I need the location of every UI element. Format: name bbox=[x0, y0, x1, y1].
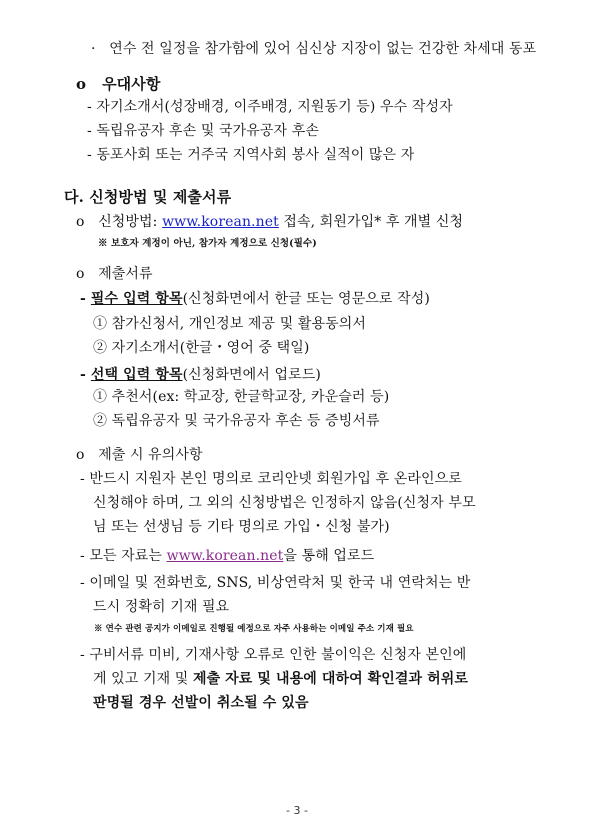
optional-items-heading: - 선택 입력 항목(신청화면에서 업로드) bbox=[80, 367, 321, 383]
optional-item: ② 독립유공자 및 국가유공자 후손 등 증빙서류 bbox=[93, 413, 380, 429]
apply-method bbox=[76, 213, 463, 231]
preferential-heading bbox=[76, 75, 160, 93]
preferential-item: - 동포사회 또는 거주국 지역사회 봉사 실적이 많은 자 bbox=[87, 147, 415, 163]
apply-method-suffix: 접속, 회원가입* 후 개별 신청 bbox=[278, 214, 464, 230]
documents-heading bbox=[76, 265, 153, 283]
apply-method-prefix: 신청방법: bbox=[98, 214, 163, 230]
caution-line: - 반드시 지원자 본인 명의로 코리안넷 회원가입 후 온라인으로 bbox=[80, 471, 462, 487]
section-title: 다. 신청방법 및 제출서류 bbox=[64, 188, 232, 206]
caution-line: 드시 정확히 기재 필요 bbox=[93, 599, 230, 615]
required-item: ② 자기소개서(한글・영어 중 택일) bbox=[93, 340, 310, 356]
optional-desc: (신청화면에서 업로드) bbox=[182, 367, 321, 383]
documents-title: 제출서류 bbox=[98, 266, 153, 282]
eligibility-text: 연수 전 일정을 참가함에 있어 심신상 지장이 없는 건강한 차세대 동포 bbox=[109, 41, 537, 57]
required-items-heading: - 필수 입력 항목(신청화면에서 한글 또는 영문으로 작성) bbox=[80, 291, 430, 307]
circle-marker: o bbox=[76, 266, 85, 282]
caution-upload: - 모든 자료는 www.korean.net을 통해 업로드 bbox=[80, 548, 375, 564]
korean-net-link[interactable]: www.korean.net bbox=[166, 548, 284, 564]
caution-line: 님 또는 선생님 등 기타 명의로 가입・신청 불가) bbox=[93, 519, 390, 535]
required-label: 필수 입력 항목 bbox=[90, 291, 183, 307]
circle-marker: o bbox=[76, 214, 85, 230]
caution-line: 판명될 경우 선발이 취소될 수 있음 bbox=[93, 695, 309, 711]
caution-line: - 이메일 및 전화번호, SNS, 비상연락처 및 한국 내 연락처는 반 bbox=[80, 575, 471, 591]
circle-marker: o bbox=[76, 75, 87, 93]
caution-line: 신청해야 하며, 그 외의 신청방법은 인정하지 않음(신청자 부모 bbox=[93, 495, 476, 511]
optional-item: ① 추천서(ex: 학교장, 한글학교장, 카운슬러 등) bbox=[93, 389, 390, 405]
preferential-title: 우대사항 bbox=[102, 75, 161, 93]
cautions-heading bbox=[76, 446, 203, 464]
cautions-title: 제출 시 유의사항 bbox=[98, 447, 203, 463]
optional-label: 선택 입력 항목 bbox=[90, 367, 183, 383]
page-number: - 3 - bbox=[286, 804, 308, 817]
caution-line: - 구비서류 미비, 기재사항 오류로 인한 불이익은 신청자 본인에 bbox=[80, 647, 467, 663]
eligibility-bullet bbox=[91, 40, 536, 58]
required-item: ① 참가신청서, 개인정보 제공 및 활용동의서 bbox=[93, 316, 367, 332]
apply-method-note: ※ 보호자 계정이 아닌, 참가자 계정으로 신청(필수) bbox=[98, 238, 317, 249]
bullet-marker: · bbox=[91, 41, 96, 57]
preferential-item: - 자기소개서(성장배경, 이주배경, 지원동기 등) 우수 작성자 bbox=[87, 99, 453, 115]
email-note: ※ 연수 관련 공지가 이메일로 진행될 예정으로 자주 사용하는 이메일 주소 기재 필요 bbox=[94, 624, 414, 634]
circle-marker: o bbox=[76, 447, 85, 463]
caution-line: 게 있고 기재 및 제출 자료 및 내용에 대하여 확인결과 허위로 bbox=[93, 671, 469, 687]
preferential-item: - 독립유공자 후손 및 국가유공자 후손 bbox=[87, 123, 319, 139]
required-desc: (신청화면에서 한글 또는 영문으로 작성) bbox=[182, 291, 430, 307]
korean-net-link[interactable]: www.korean.net bbox=[162, 214, 279, 230]
